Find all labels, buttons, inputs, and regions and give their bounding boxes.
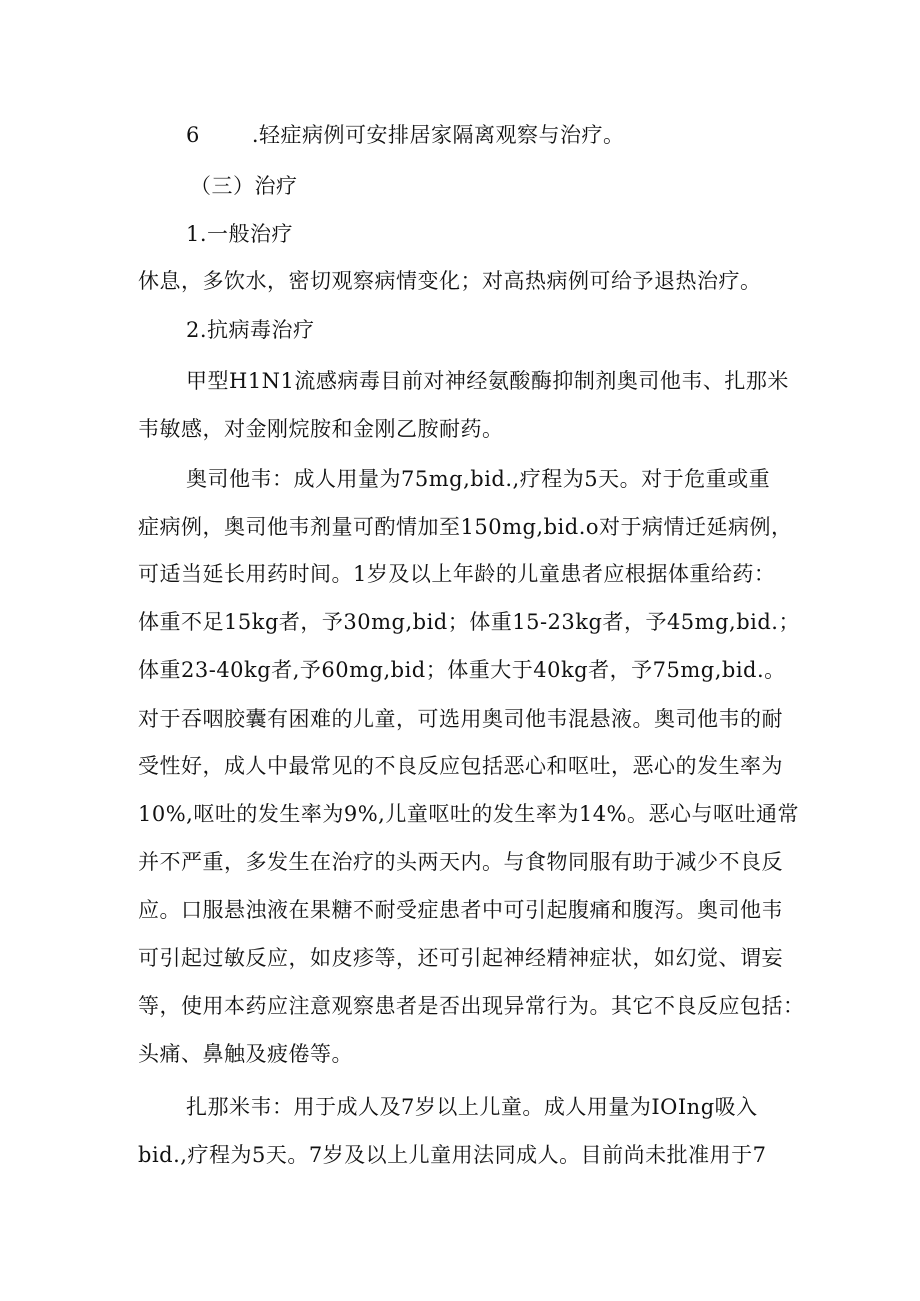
paragraph-line: 甲型H1N1流感病毒目前对神经氨酸酶抑制剂奥司他韦、扎那米 (186, 369, 789, 393)
paragraph-line: 受性好，成人中最常见的不良反应包括恶心和呕吐，恶心的发生率为 (138, 754, 783, 778)
paragraph-line: 应。口服悬浊液在果糖不耐受症患者中可引起腹痛和腹泻。奥司他韦 (138, 898, 783, 922)
item-6-line (186, 121, 836, 149)
paragraph-line: 体重23-40kg者,予60mg,bid；体重大于40kg者，予75mg,bid.。 (138, 658, 786, 682)
paragraph-line: 头痛、鼻触及疲倦等。 (138, 1042, 353, 1066)
paragraph-line: 可适当延长用药时间。1岁及以上年龄的儿童患者应根据体重给药： (138, 562, 776, 586)
subheading-general-treatment: 1.一般治疗 (186, 222, 294, 246)
paragraph-line: 可引起过敏反应，如皮疹等，还可引起神经精神症状，如幻觉、谓妄 (138, 946, 783, 970)
paragraph-line: 体重不足15kg者，予30mg,bid；体重15-23kg者，予45mg,bid.； (138, 610, 800, 634)
paragraph-line: 休息，多饮水，密切观察病情变化；对高热病例可给予退热治疗。 (138, 269, 762, 293)
paragraph-line: bid.,疗程为5天。7岁及以上儿童用法同成人。目前尚未批准用于7 (138, 1143, 767, 1167)
paragraph-line: 并不严重，多发生在治疗的头两天内。与食物同服有助于减少不良反 (138, 850, 783, 874)
paragraph-line: 症病例，奥司他韦剂量可酌情加至150mg,bid.o对于病情迁延病例， (138, 515, 793, 539)
paragraph-line: 奥司他韦：成人用量为75mg,bid.,疗程为5天。对于危重或重 (186, 467, 771, 491)
paragraph-line: 对于吞咽胶囊有困难的儿童，可选用奥司他韦混悬液。奥司他韦的耐 (138, 707, 783, 731)
item-text: .轻症病例可安排居家隔离观察与治疗。 (251, 123, 625, 147)
item-number: 6 (186, 123, 200, 147)
section-heading-treatment: （三）治疗 (190, 174, 298, 198)
subheading-antiviral-treatment: 2.抗病毒治疗 (186, 318, 315, 342)
paragraph-line: 等，使用本药应注意观察患者是否出现异常行为。其它不良反应包括： (138, 994, 805, 1018)
paragraph-line: 10%,呕吐的发生率为9%,儿童呕吐的发生率为14%。恶心与呕吐通常 (138, 802, 800, 826)
paragraph-line: 韦敏感，对金刚烷胺和金刚乙胺耐药。 (138, 417, 504, 441)
paragraph-line: 扎那米韦：用于成人及7岁以上儿童。成人用量为IOIng吸入 (186, 1095, 758, 1119)
